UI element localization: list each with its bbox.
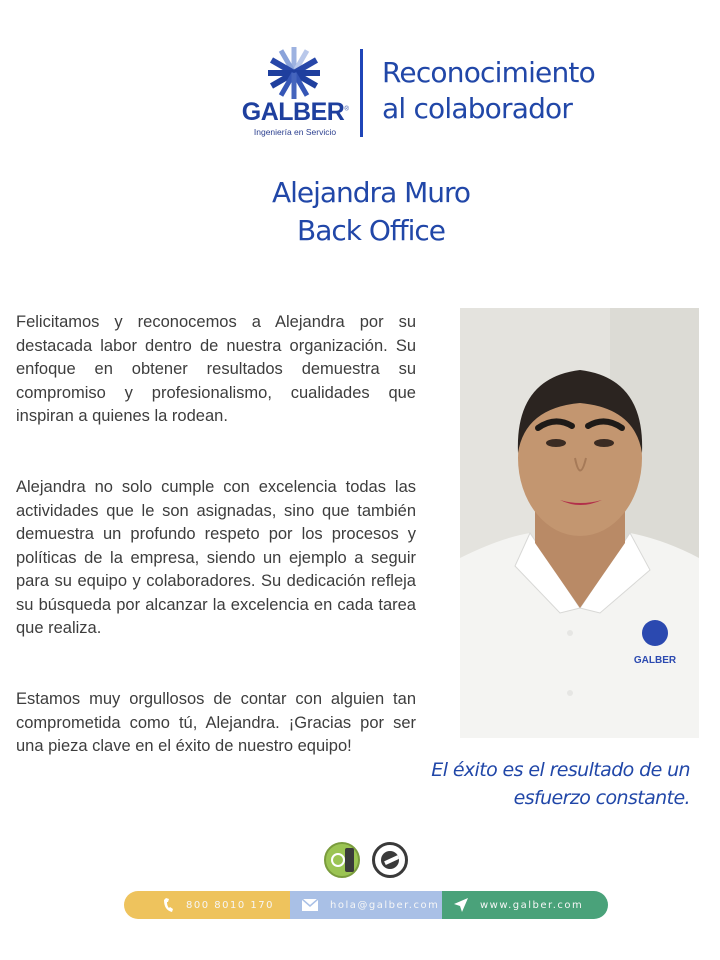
galber-burst-icon [267,46,321,100]
paragraph-3: Estamos muy orgullosos de contar con alguien tan comprometida como tú, Alejandra. ¡Gracias por ser una pieza clave en el éxito de nuestro equipo! [16,690,416,755]
brand-name: GALBER® [241,98,349,126]
email-address: hola@galber.com [330,899,440,911]
motto-quote [370,756,690,812]
quote-line-2: esfuerzo constante. [513,787,690,809]
send-arrow-icon [454,898,468,912]
title-line-2: al colaborador [382,92,573,125]
honoree-department: Back Office [296,214,446,247]
footer-phone[interactable] [124,891,290,919]
footer-website[interactable] [442,891,608,919]
header-divider [360,49,363,137]
portrait-illustration [460,308,699,738]
honoree-block [0,174,720,250]
envelope-icon [302,899,318,911]
brand-tagline: Ingeniería en Servicio [253,127,337,137]
footer-email[interactable] [290,891,442,919]
phone-icon [164,898,174,912]
page-title [382,55,595,127]
certification-badges [324,842,408,878]
website-url: www.galber.com [480,899,584,911]
svg-text:GALBER: GALBER [633,655,677,666]
paragraph-2: Alejandra no solo cumple con excelencia todas las actividades que le son asignadas, sino que también demuestra un profundo respeto por los procesos y políticas de la empresa, siendo un ejemplo a seguir para su equipo y colaboradores. Su dedicación refleja su búsqueda por alcanzar la excelencia en cada tarea que realiza. [16,478,416,637]
paragraph-1: Felicitamos y reconocemos a Alejandra por su destacada labor dentro de nuestra organización. Su enfoque en obtener resultados demuestra su compromiso y profesionalismo, cualidades que inspiran a quienes la rodean. [16,313,416,425]
iso-9001-seal-icon [372,842,408,878]
phone-number: 800 8010 170 [186,899,274,911]
honoree-name: Alejandra Muro [271,176,471,209]
galber-logo [240,46,350,140]
title-line-1: Reconocimiento [382,56,595,89]
contact-footer [124,891,608,919]
honoree-photo [460,308,699,738]
mem-seal-icon [324,842,360,878]
quote-line-1: El éxito es el resultado de un [431,759,690,781]
